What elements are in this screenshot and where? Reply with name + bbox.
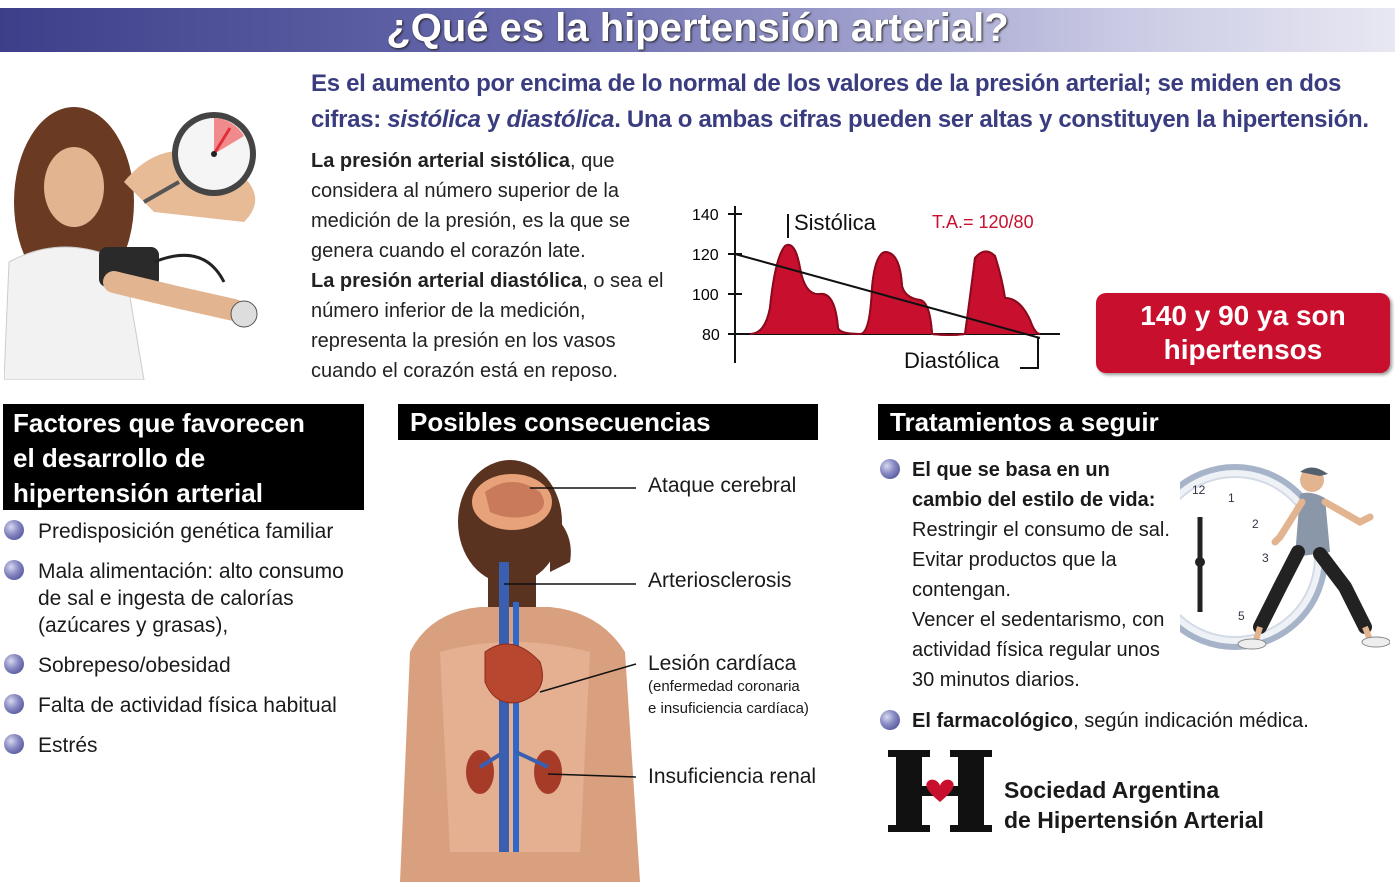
intro-part2: . Una o ambas cifras pueden ser altas y constituyen la hipertensión. (614, 106, 1369, 133)
sah-logo (888, 750, 992, 832)
factors-heading-line: Factores que favorecen (13, 408, 305, 438)
diastolic-text: , o sea el número inferior de la medición, representa la presión en los vasos cuando el corazón está en reposo. (311, 270, 664, 382)
clock-numeral: 2 (1252, 517, 1259, 531)
list-item (4, 692, 354, 719)
treatments-heading: Tratamientos a seguir (878, 404, 1390, 440)
bullet-icon (880, 710, 900, 730)
clock-numeral: 5 (1238, 609, 1245, 623)
systolic-text: , que considera al número superior de la medición de la presión, es la que se genera cuando el corazón late. (311, 150, 631, 262)
clock-numeral: 3 (1262, 551, 1269, 565)
list-item (4, 652, 354, 679)
cardiac-label: Lesión cardíaca (648, 652, 797, 675)
bullet-icon (880, 459, 900, 479)
clock-walker-illustration (1180, 462, 1390, 652)
factor-text: Sobrepeso/obesidad (38, 654, 231, 677)
bullet-icon (4, 694, 24, 714)
y-tick-label: 120 (692, 247, 719, 264)
bullet-icon (4, 520, 24, 540)
page-title: ¿Qué es la hipertensión arterial? (386, 6, 1009, 50)
factors-heading (3, 404, 364, 510)
y-tick-label: 140 (692, 207, 719, 224)
systolic-term: La presión arterial sistólica (311, 150, 570, 172)
alert-line2: hipertensos (1163, 334, 1323, 365)
heart-icon (926, 780, 953, 802)
treatment-title: El que se basa en un cambio del estilo de vida: (912, 459, 1156, 511)
bullet-icon (4, 734, 24, 754)
pressure-graph (690, 198, 1070, 378)
organization-name (1004, 775, 1264, 835)
clock-numeral: 1 (1228, 491, 1235, 505)
list-item (880, 706, 1380, 736)
factor-text: Predisposición genética familiar (38, 520, 334, 543)
factor-text: Mala alimentación: alto consumo de sal e ingesta de calorías (azúcares y grasas), (38, 560, 344, 637)
treatment-line: Evitar productos que la contengan. (912, 549, 1117, 601)
clock-numeral: 12 (1192, 483, 1206, 497)
treatment-line: Restringir el consumo de sal. (912, 519, 1170, 541)
factor-text: Estrés (38, 734, 98, 757)
list-item (4, 558, 354, 639)
treatment-line: , según indicación médica. (1073, 710, 1309, 732)
pressure-description (311, 146, 671, 386)
intro-mid: y (480, 106, 507, 133)
blood-pressure-photo (4, 92, 294, 380)
consequence-atherosclerosis: Arteriosclerosis (648, 569, 792, 592)
cardiac-note: e insuficiencia cardíaca) (648, 700, 809, 717)
organization-name-line: Sociedad Argentina (1004, 777, 1220, 803)
factor-text: Falta de actividad física habitual (38, 694, 337, 717)
diastolic-term: La presión arterial diastólica (311, 270, 583, 292)
treatment-line: Vencer el sedentarismo, con actividad física regular unos 30 minutos diarios. (912, 609, 1165, 691)
anatomy-illustration (400, 452, 640, 882)
intro-text (311, 66, 1381, 138)
consequences-heading: Posibles consecuencias (398, 404, 818, 440)
hypertension-alert-box (1096, 293, 1390, 373)
treatment-pharmacological (880, 706, 1380, 736)
list-item (4, 518, 354, 545)
y-tick-label: 80 (702, 327, 720, 344)
cardiac-note: (enfermedad coronaria (648, 678, 800, 695)
label-diastolica: Diastólica (904, 348, 1000, 373)
intro-part1: Es el aumento por encima de lo normal de los valores de la presión arterial; se miden en dos cifras: (311, 70, 1342, 133)
treatment-title: El farmacológico (912, 710, 1074, 732)
y-tick-label: 100 (692, 287, 719, 304)
bullet-icon (4, 560, 24, 580)
organization-name-line: de Hipertensión Arterial (1004, 807, 1264, 833)
factors-heading-line: el desarrollo de (13, 443, 206, 473)
label-sistolica: Sistólica (794, 210, 876, 235)
list-item (880, 455, 1180, 695)
intro-term-sistolica: sistólica (387, 106, 481, 133)
intro-term-diastolica: diastólica (506, 106, 615, 133)
consequence-renal: Insuficiencia renal (648, 765, 817, 788)
list-item (4, 732, 354, 759)
factors-heading-line: hipertensión arterial (13, 478, 263, 508)
bullet-icon (4, 654, 24, 674)
consequence-cardiac (648, 652, 809, 720)
treatment-lifestyle (880, 455, 1180, 695)
alert-line1: 140 y 90 ya son (1140, 300, 1346, 331)
factors-list (4, 518, 354, 772)
consequence-stroke: Ataque cerebral (648, 474, 797, 497)
ta-label: T.A.= 120/80 (932, 212, 1034, 232)
